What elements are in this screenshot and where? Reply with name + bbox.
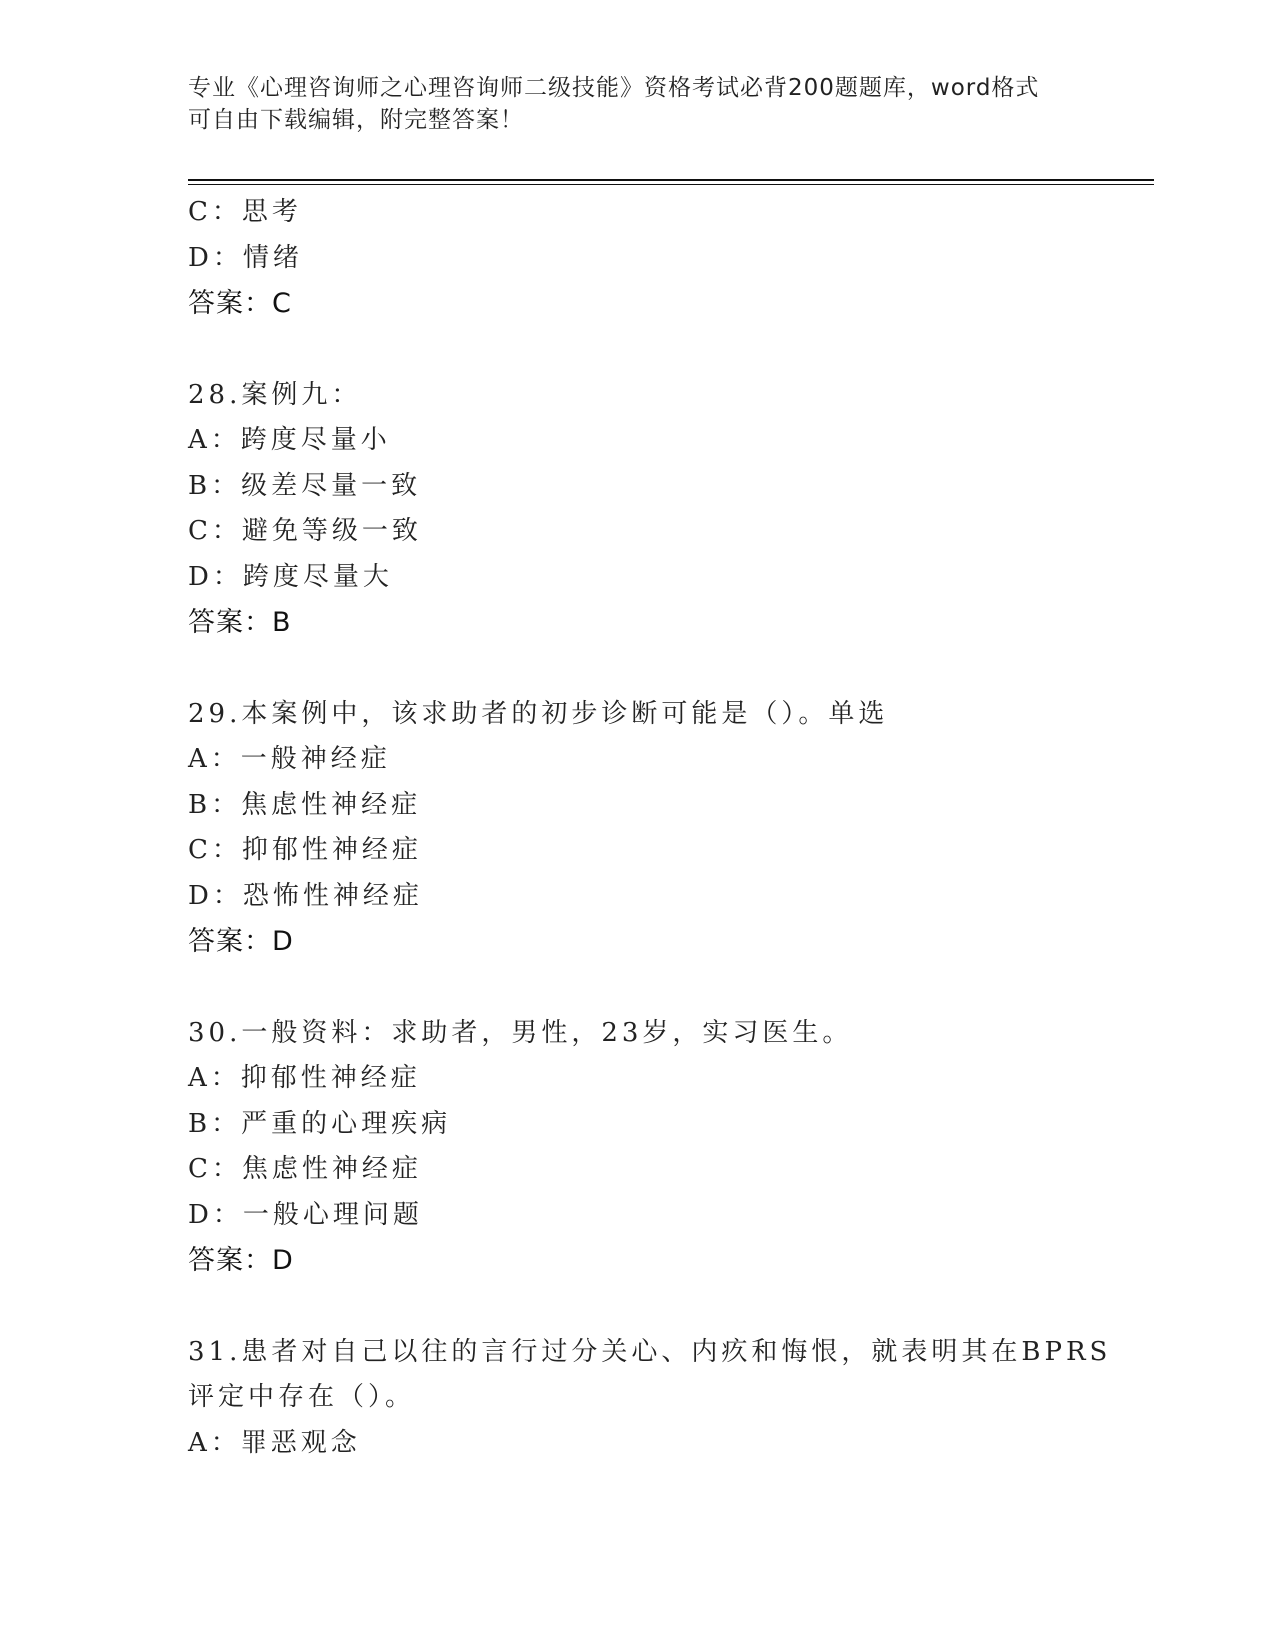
option-a: A：一般神经症 — [188, 744, 391, 774]
spacer — [188, 327, 1148, 373]
option-a: A：抑郁性神经症 — [188, 1063, 421, 1093]
header-title-line-2: 可自由下载编辑，附完整答案！ — [188, 107, 524, 133]
question-title-line-1: 31.患者对自己以往的言行过分关心、内疚和悔恨，就表明其在BPRS — [188, 1336, 1112, 1367]
answer-line: 答案：C — [188, 288, 292, 319]
option-d: D：情绪 — [188, 242, 303, 273]
option-c: C：焦虑性神经症 — [188, 1154, 422, 1184]
option-c: C：抑郁性神经症 — [188, 835, 422, 865]
answer-line: 答案：D — [188, 1245, 294, 1276]
option-b: B：严重的心理疾病 — [188, 1108, 452, 1139]
question-block-28 — [188, 373, 1148, 646]
spacer — [188, 1284, 1148, 1330]
option-d: D：恐怖性神经症 — [188, 880, 423, 911]
question-title: 30.一般资料：求助者，男性，23岁，实习医生。 — [188, 1017, 853, 1048]
option-a: A：跨度尽量小 — [188, 425, 391, 455]
header-divider-thin — [188, 184, 1154, 185]
question-block-29 — [188, 692, 1148, 965]
question-block-31 — [188, 1330, 1148, 1467]
document-header — [188, 72, 1088, 136]
answer-line: 答案：B — [188, 607, 292, 638]
question-block-30 — [188, 1011, 1148, 1284]
option-b: B：级差尽量一致 — [188, 470, 422, 501]
option-d: D：跨度尽量大 — [188, 561, 393, 592]
option-c: C：思考 — [188, 197, 302, 227]
option-c: C：避免等级一致 — [188, 516, 422, 546]
question-title-line-2: 评定中存在（）。 — [188, 1382, 416, 1412]
spacer — [188, 965, 1148, 1011]
question-list — [188, 190, 1148, 1466]
spacer — [188, 646, 1148, 692]
header-title-line-1: 专业《心理咨询师之心理咨询师二级技能》资格考试必背200题题库，word格式 — [188, 75, 1040, 101]
header-divider-thick — [188, 179, 1154, 181]
option-a: A：罪恶观念 — [188, 1427, 361, 1458]
option-b: B：焦虑性神经症 — [188, 789, 422, 820]
answer-line: 答案：D — [188, 926, 294, 957]
question-title: 28.案例九： — [188, 379, 362, 410]
question-title: 29.本案例中，该求助者的初步诊断可能是（）。单选 — [188, 698, 889, 729]
option-d: D：一般心理问题 — [188, 1199, 423, 1230]
question-block-27 — [188, 190, 1148, 327]
